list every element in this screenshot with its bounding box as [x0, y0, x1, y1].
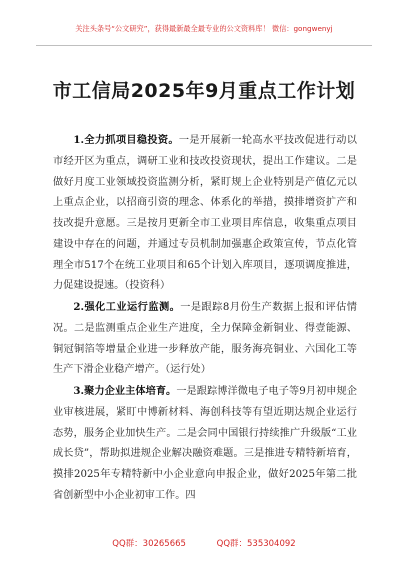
paragraph-1 [53, 130, 357, 297]
paragraph-2-text: 一是跟踪8月份生产数据上报和评估情况。二是监测重点企业生产进度，全力保障金新铜业、得壹能源、铜冠铜箔等增量企业进一步释放产能，服务海亮铜业、六国化工等生产下滑企业稳产增产。（运行处） [53, 302, 357, 376]
paragraph-1-heading: 1.全力抓项目稳投资。 [73, 134, 179, 146]
paragraph-3 [53, 381, 357, 507]
document-title: 市工信局2025年9月重点工作计划 [52, 80, 356, 102]
banner-divider [36, 45, 372, 46]
paragraph-2-heading: 2.强化工业运行监测。 [73, 301, 181, 313]
document-body [53, 130, 357, 507]
paragraph-2 [53, 297, 357, 381]
paragraph-3-text: 一是跟踪博洋微电子电子等9月初申规企业审核进展，紧盯中博新材料、海创科技等有望近期达规企业运行态势，服务企业加快生产。二是会同中国银行持续推广升级版“工业成长贷”，帮助拟进规企业解决融资难题。三是推进专精特新培育，摸排2025年专精特新中小企业意向申报企业，做好2025年第二批省创新型中小企业初审工作。四 [53, 386, 357, 501]
top-banner: 关注头条号“公文研究”，获得最新最全最专业的公文资料库！ 微信：gongwenyj [75, 24, 333, 33]
paragraph-3-heading: 3.聚力企业主体培育。 [73, 385, 177, 397]
paragraph-1-text: 一是开展新一轮高水平技改促进行动以市经开区为重点，调研工业和技改投资现状，提出工作建议。二是做好月度工业领域投资监测分析，紧盯规上企业特别是产值亿元以上重点企业，以招商引资的理念、体系化的举措，摸排增资扩产和技改提升意愿。三是按月更新全市工业项目库信息，收集重点项目建设中存在的问题，并通过专员机制加强惠企政策宣传，节点化管理全市517个在统工业项目和65个计划入库项目，逐项调度推进，力促建设提速。（投资科） [53, 135, 357, 292]
footer-qq-group-1: QQ群：30265665 [112, 539, 186, 549]
footer [0, 537, 408, 549]
footer-qq-group-2: QQ群：535304092 [216, 539, 296, 549]
